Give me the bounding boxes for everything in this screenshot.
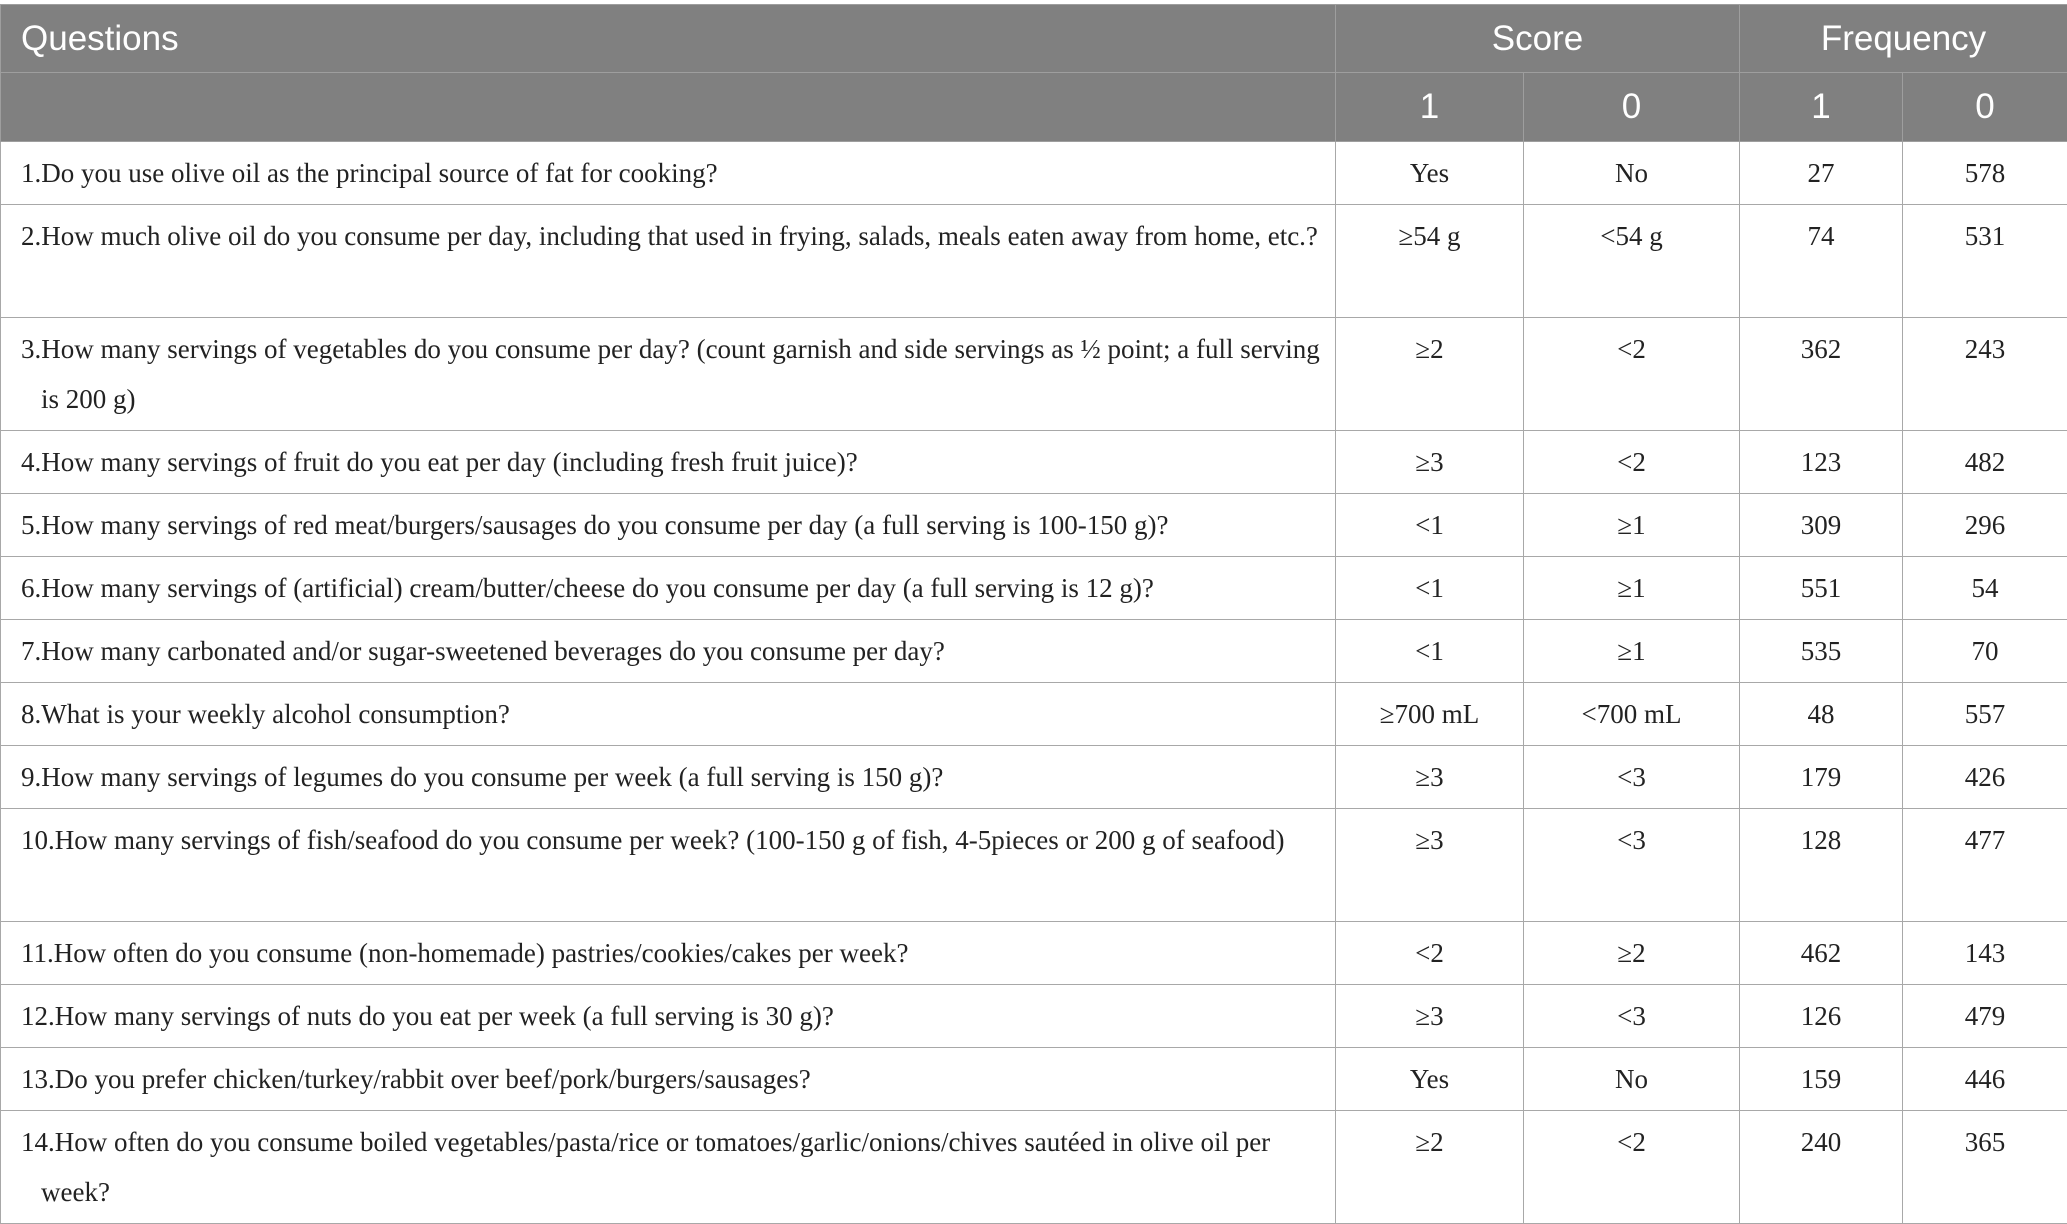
score-0-cell: <3 (1524, 746, 1740, 809)
score-0-cell: <700 mL (1524, 683, 1740, 746)
score-header: Score (1336, 5, 1740, 73)
question-text: 12.How many servings of nuts do you eat per week (a full serving is 30 g)? (21, 1001, 834, 1031)
frequency-1-cell: 309 (1740, 494, 1903, 557)
question-text: 7.How many carbonated and/or sugar-sweetened beverages do you consume per day? (21, 636, 945, 666)
frequency-1-cell: 126 (1740, 985, 1903, 1048)
frequency-0-cell: 482 (1903, 431, 2067, 494)
score-1-cell: ≥2 (1336, 318, 1524, 431)
table-row (1, 205, 2067, 318)
score-1-cell: Yes (1336, 1048, 1524, 1111)
score-0-cell: No (1524, 1048, 1740, 1111)
question-text: 4.How many servings of fruit do you eat per day (including fresh fruit juice)? (21, 447, 858, 477)
score-0-cell: <3 (1524, 985, 1740, 1048)
question-cell (1, 318, 1336, 431)
score-0-cell: ≥1 (1524, 557, 1740, 620)
score-0-cell: <2 (1524, 1111, 1740, 1224)
question-cell (1, 922, 1336, 985)
table-row (1, 985, 2067, 1048)
table-header (1, 5, 2067, 142)
score-1-cell: ≥3 (1336, 431, 1524, 494)
question-cell (1, 1111, 1336, 1224)
question-cell (1, 809, 1336, 922)
score-1-header: 1 (1336, 73, 1524, 142)
score-1-cell: ≥2 (1336, 1111, 1524, 1224)
frequency-0-cell: 426 (1903, 746, 2067, 809)
frequency-1-cell: 362 (1740, 318, 1903, 431)
questions-header: Questions (1, 5, 1336, 73)
questionnaire-table-container (0, 4, 2067, 1224)
frequency-0-cell: 143 (1903, 922, 2067, 985)
header-row-main (1, 5, 2067, 73)
frequency-0-cell: 365 (1903, 1111, 2067, 1224)
table-body (1, 142, 2067, 1224)
frequency-1-cell: 128 (1740, 809, 1903, 922)
score-0-cell: ≥1 (1524, 494, 1740, 557)
frequency-0-cell: 296 (1903, 494, 2067, 557)
question-text: 9.How many servings of legumes do you consume per week (a full serving is 150 g)? (21, 762, 944, 792)
score-1-cell: Yes (1336, 142, 1524, 205)
table-row (1, 809, 2067, 922)
score-1-cell: <2 (1336, 922, 1524, 985)
table-row (1, 494, 2067, 557)
frequency-1-cell: 240 (1740, 1111, 1903, 1224)
question-text: 14.How often do you consume boiled vegetables/pasta/rice or tomatoes/garlic/onions/chives sautéed in olive oil per week? (21, 1127, 1271, 1207)
score-0-cell: <2 (1524, 318, 1740, 431)
score-0-header: 0 (1524, 73, 1740, 142)
score-0-cell: ≥2 (1524, 922, 1740, 985)
frequency-0-cell: 446 (1903, 1048, 2067, 1111)
table-row (1, 746, 2067, 809)
table-row (1, 431, 2067, 494)
question-cell (1, 985, 1336, 1048)
table-row (1, 142, 2067, 205)
frequency-0-cell: 479 (1903, 985, 2067, 1048)
score-1-cell: <1 (1336, 557, 1524, 620)
score-0-cell: <2 (1524, 431, 1740, 494)
question-text: 6.How many servings of (artificial) cream/butter/cheese do you consume per day (a full serving is 12 g)? (21, 573, 1154, 603)
question-text: 8.What is your weekly alcohol consumption? (21, 699, 510, 729)
score-0-cell: <54 g (1524, 205, 1740, 318)
frequency-1-cell: 159 (1740, 1048, 1903, 1111)
table-row (1, 1111, 2067, 1224)
question-text: 11.How often do you consume (non-homemade) pastries/cookies/cakes per week? (21, 938, 909, 968)
frequency-1-cell: 179 (1740, 746, 1903, 809)
question-cell (1, 142, 1336, 205)
question-text: 5.How many servings of red meat/burgers/sausages do you consume per day (a full serving is 100-150 g)? (21, 510, 1169, 540)
frequency-0-header: 0 (1903, 73, 2067, 142)
question-text: 13.Do you prefer chicken/turkey/rabbit over beef/pork/burgers/sausages? (21, 1064, 811, 1094)
question-cell (1, 746, 1336, 809)
score-1-cell: ≥700 mL (1336, 683, 1524, 746)
frequency-1-cell: 535 (1740, 620, 1903, 683)
header-row-sub (1, 73, 2067, 142)
frequency-0-cell: 70 (1903, 620, 2067, 683)
frequency-0-cell: 578 (1903, 142, 2067, 205)
frequency-1-cell: 123 (1740, 431, 1903, 494)
score-0-cell: No (1524, 142, 1740, 205)
table-row (1, 620, 2067, 683)
frequency-0-cell: 557 (1903, 683, 2067, 746)
table-row (1, 318, 2067, 431)
table-row (1, 557, 2067, 620)
frequency-1-cell: 551 (1740, 557, 1903, 620)
frequency-1-cell: 74 (1740, 205, 1903, 318)
question-text: 10.How many servings of fish/seafood do you consume per week? (100-150 g of fish, 4-5pieces or 200 g of seafood) (21, 825, 1285, 855)
question-cell (1, 683, 1336, 746)
score-0-cell: ≥1 (1524, 620, 1740, 683)
question-text: 2.How much olive oil do you consume per day, including that used in frying, salads, meals eaten away from home, etc.? (21, 221, 1318, 251)
question-cell (1, 557, 1336, 620)
question-cell (1, 431, 1336, 494)
question-cell (1, 1048, 1336, 1111)
table-row (1, 683, 2067, 746)
question-cell (1, 494, 1336, 557)
score-0-cell: <3 (1524, 809, 1740, 922)
score-1-cell: <1 (1336, 494, 1524, 557)
questionnaire-table (0, 4, 2067, 1224)
frequency-1-header: 1 (1740, 73, 1903, 142)
questions-subheader-empty (1, 73, 1336, 142)
frequency-1-cell: 462 (1740, 922, 1903, 985)
score-1-cell: ≥3 (1336, 809, 1524, 922)
score-1-cell: <1 (1336, 620, 1524, 683)
question-cell (1, 205, 1336, 318)
question-cell (1, 620, 1336, 683)
frequency-1-cell: 48 (1740, 683, 1903, 746)
frequency-0-cell: 54 (1903, 557, 2067, 620)
frequency-0-cell: 531 (1903, 205, 2067, 318)
question-text: 1.Do you use olive oil as the principal source of fat for cooking? (21, 158, 718, 188)
score-1-cell: ≥3 (1336, 746, 1524, 809)
score-1-cell: ≥54 g (1336, 205, 1524, 318)
question-text: 3.How many servings of vegetables do you consume per day? (count garnish and side servings as ½ point; a full serving is 200 g) (21, 334, 1320, 414)
frequency-0-cell: 243 (1903, 318, 2067, 431)
score-1-cell: ≥3 (1336, 985, 1524, 1048)
table-row (1, 1048, 2067, 1111)
frequency-header: Frequency (1740, 5, 2067, 73)
table-row (1, 922, 2067, 985)
frequency-0-cell: 477 (1903, 809, 2067, 922)
frequency-1-cell: 27 (1740, 142, 1903, 205)
